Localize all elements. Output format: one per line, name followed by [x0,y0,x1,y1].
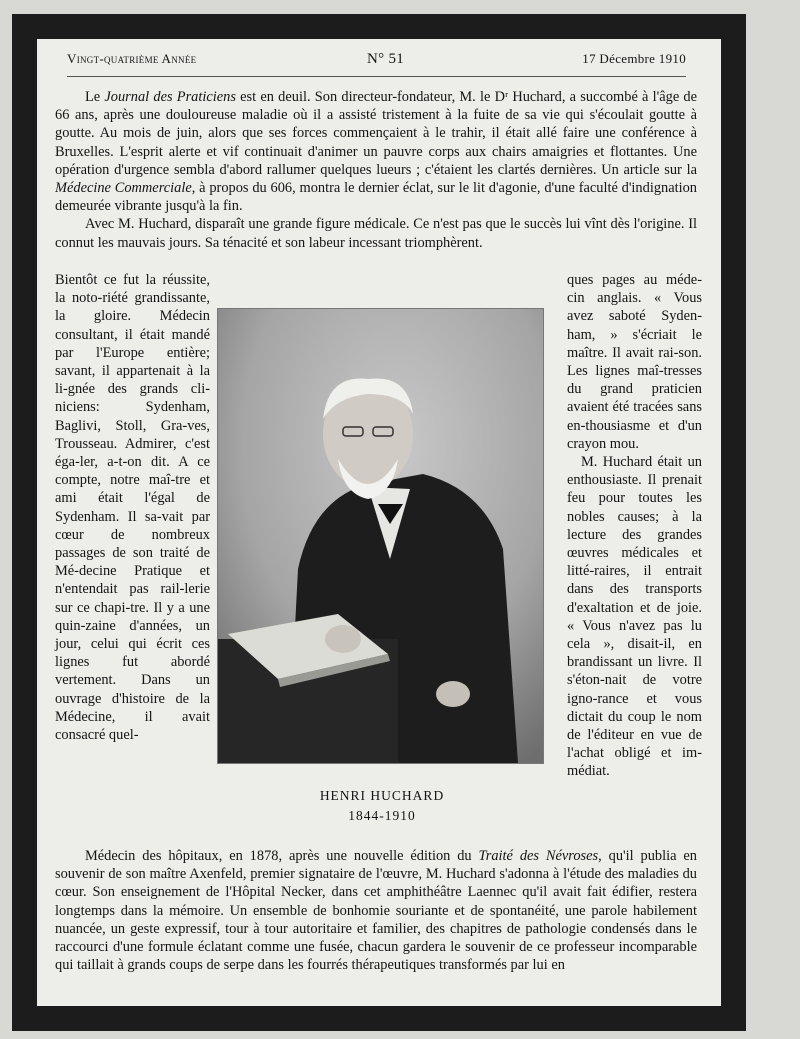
running-header [67,51,686,73]
left-column-text: Bientôt ce fut la réussite, la noto-riété grandissante, la gloire. Médecin consultant, il était mandé par l'Europe entière; savant, il appartenait à la li-gnée des grands cli-niciens: Sydenham, Baglivi, Stoll, Gra-ves, Trousseau. Admirer, c'est éga-ler, a-t-on dit. A ce compte, notre maî-tre et ami était l'égal de Sydenham. Il sa-vait par cœur de nombreux passages de son traité de Mé-decine Pratique et n'entendait pas rail-lerie sur ce chapi-tre. Il y a une quin-zaine d'années, un jour, celui qui écrit ces lignes fut abordé vertement. Dans un ouvrage d'histoire de la Médecine, il avait consacré quel- [55,272,210,744]
issue-number: N° 51 [367,51,405,67]
book-title: Traité des Névroses [478,848,599,864]
journal-title: Journal des Praticiens [104,89,236,105]
portrait-image [218,309,543,763]
intro-paragraph-1: Le Journal des Praticiens est en deuil. Son directeur-fondateur, M. le Dʳ Huchard, a succombé à l'âge de 66 ans, après une douloureuse maladie où il a assisté tristement à la fuite de sa vie qui s'écoulait goutte à goutte. Au mois de juin, alors que ses forces commençaient à le trahir, il était allé faire une conférence à Bruxelles. L'esprit alerte et vif continuait d'animer un pauvre corps aux chairs amaigries et flottantes. Une opération d'urgence sembla d'abord rallumer quelques lueurs ; c'étaient les clartés dernières. Un article sur la Médecine Commerciale, à propos du 606, montra le dernier éclat, sur le lit d'agonie, d'une faculté d'indignation demeurée vibrante jusqu'à la fin. [55,89,698,215]
intro-text [55,88,697,252]
header-rule [67,76,686,77]
photo-caption [237,786,527,826]
intro-paragraph-2: Avec M. Huchard, disparaît une grande figure médicale. Ce n'est pas que le succès lui vînt dès l'origine. Il connut les mauvais jours. Sa ténacité et son labeur incessant triomphèrent. [55,216,697,251]
bottom-text [55,847,697,974]
portrait-photo [217,308,544,764]
bottom-paragraph: Médecin des hôpitaux, en 1878, après une nouvelle édition du Traité des Névroses, qu'il publia en souvenir de son maître Axenfeld, premier signataire de l'œuvre, M. Huchard s'adonna à l'étude des maladies du cœur. Son enseignement de l'Hôpital Necker, dans cet amphithéâtre Laennec qu'il avait fait édifier, restera longtemps dans la mémoire. Un ensemble de bonhomie souriante et de spontanéité, une parole habilement nuancée, un geste expressif, tour à tour autoritaire et familier, des chapitres de pathologie condensés dans le raccourci d'une formule éclatant comme une fusée, chacun gardera le souvenir de ce professeur incomparable qui taillait à grands coups de serpe dans les fourrés thérapeutiques transformés par lui en [55,848,697,974]
right-column-paragraph-2: M. Huchard était un enthousiaste. Il prenait feu pour toutes les nobles causes; à la lecture des grandes œuvres médicales et litté-raires, il entrait dans des transports d'exaltation et de joie. « Vous n'avez pas lu cela », disait-il, en brandissant un livre. Il s'éton-nait de votre igno-rance et vous dictait du coup le nom de l'éditeur en vue de l'achat obligé et im-médiat. [567,454,702,780]
right-column-paragraph-1: ques pages au méde-cin anglais. « Vous avez saboté Syden-ham, » s'écriait le maître. Il avait rai-son. Les lignes maî-tresses du grand praticien avaient été tracées sans en-thousiasme et d'un crayon mou. [567,272,702,452]
journal-page [37,39,721,1006]
volume-label: Vingt-quatrième Année [67,51,197,66]
right-column [567,271,702,781]
caption-name: HENRI HUCHARD [319,788,445,803]
article-title: Médecine Commerciale [55,180,192,197]
caption-years: 1844-1910 [348,808,416,823]
left-column [55,271,210,744]
issue-date: 17 Décembre 1910 [582,51,686,66]
